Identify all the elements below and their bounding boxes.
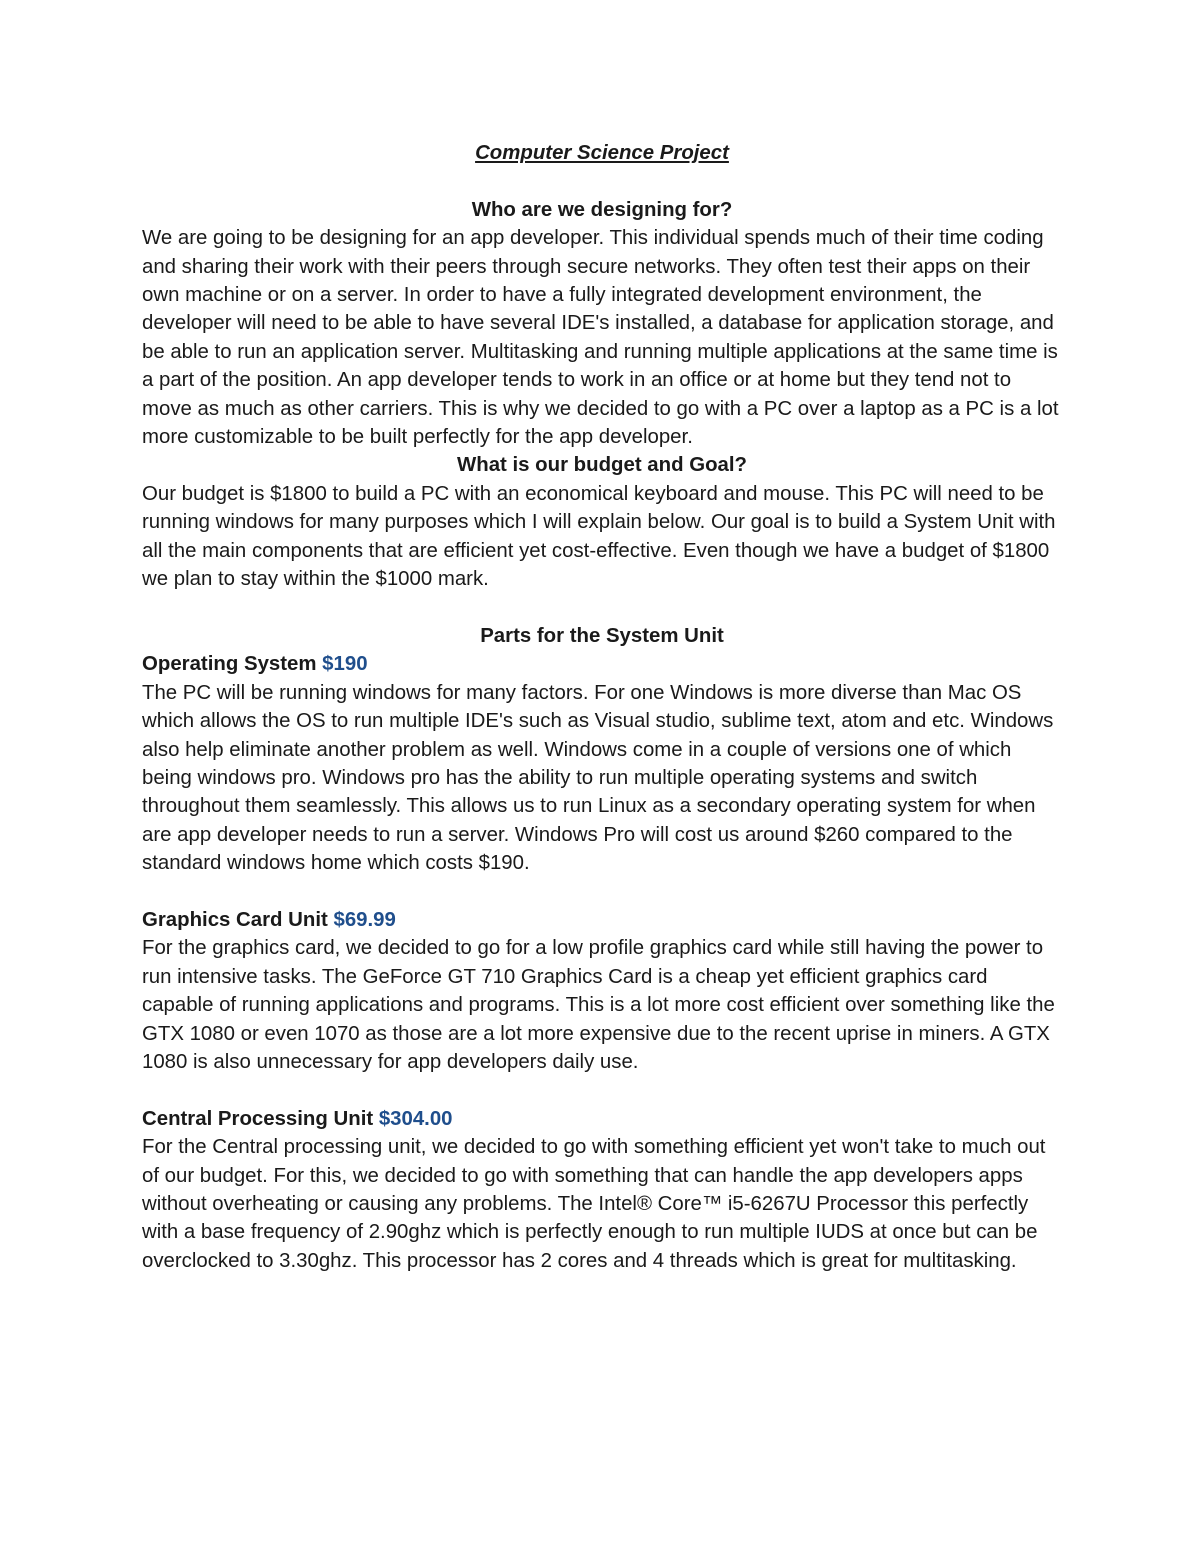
os-label: Operating System [142,653,323,676]
blank-line [142,878,1062,906]
budget-paragraph: Our budget is $1800 to build a PC with an economical keyboard and mouse. This PC will need to be running windows for many purposes which I will explain below. Our goal is to build a System Unit with all the main components that are efficient yet cost-effective. Even though we have a budget of $1800 we plan to stay within the $1000 mark. [142,482,1056,591]
gpu-price: $69.99 [333,908,396,931]
cpu-label: Central Processing Unit [142,1107,379,1130]
os-paragraph: The PC will be running windows for many factors. For one Windows is more diverse than Mac OS which allows the OS to run multiple IDE's such as Visual studio, sublime text, atom and etc. Windows also help eliminate another problem as well. Windows come in a couple of versions one of which being windows pro. Windows pro has the ability to run multiple operating systems and switch throughout them seamlessly. This allows us to run Linux as a secondary operating system for when are app developer needs to run a server. Windows Pro will cost us around $260 compared to the standard windows home which costs $190. [142,681,1054,875]
budget-heading: What is our budget and Goal? [457,454,747,477]
os-price: $190 [322,653,368,676]
parts-heading: Parts for the System Unit [480,624,724,647]
blank-line [142,167,1062,195]
gpu-heading [142,906,1062,934]
cpu-price: $304.00 [378,1107,453,1130]
gpu-paragraph: For the graphics card, we decided to go for a low profile graphics card while still having the power to run intensive tasks. The GeForce GT 710 Graphics Card is a cheap yet efficient graphics card capable of running applications and programs. This is a lot more cost efficient over something like the GTX 1080 or even 1070 as those are a lot more expensive due to the recent uprise in miners. A GTX 1080 is also unnecessary for app developers daily use. [142,937,1055,1073]
cpu-paragraph: For the Central processing unit, we decided to go with something efficient yet won't take to much out of our budget. For this, we decided to go with something that can handle the app developers apps without overheating or causing any problems. The Intel® Core™ i5-6267U Processor this perfectly with a base frequency of 2.90ghz which is perfectly enough to run multiple IUDS at once but can be overclocked to 3.30ghz. This processor has 2 cores and 4 threads which is great for multitasking. [142,1136,1046,1272]
who-paragraph: We are going to be designing for an app developer. This individual spends much of their time coding and sharing their work with their peers through secure networks. They often test their apps on their own machine or on a server. In order to have a fully integrated development environment, the developer will need to be able to have several IDE's installed, a database for application storage, and be able to run an application server. Multitasking and running multiple applications at the same time is a part of the position. An app developer tends to work in an office or at home but they tend not to move as much as other carriers. This is why we decided to go with a PC over a laptop as a PC is a lot more customizable to be built perfectly for the app developer. [142,227,1059,449]
os-heading [142,650,1062,678]
who-heading: Who are we designing for? [471,198,733,221]
cpu-heading [142,1105,1062,1133]
gpu-label: Graphics Card Unit [142,908,334,931]
document-body [142,139,1062,1275]
blank-line [142,1076,1062,1104]
blank-line [142,593,1062,621]
document-title: Computer Science Project [475,142,729,164]
